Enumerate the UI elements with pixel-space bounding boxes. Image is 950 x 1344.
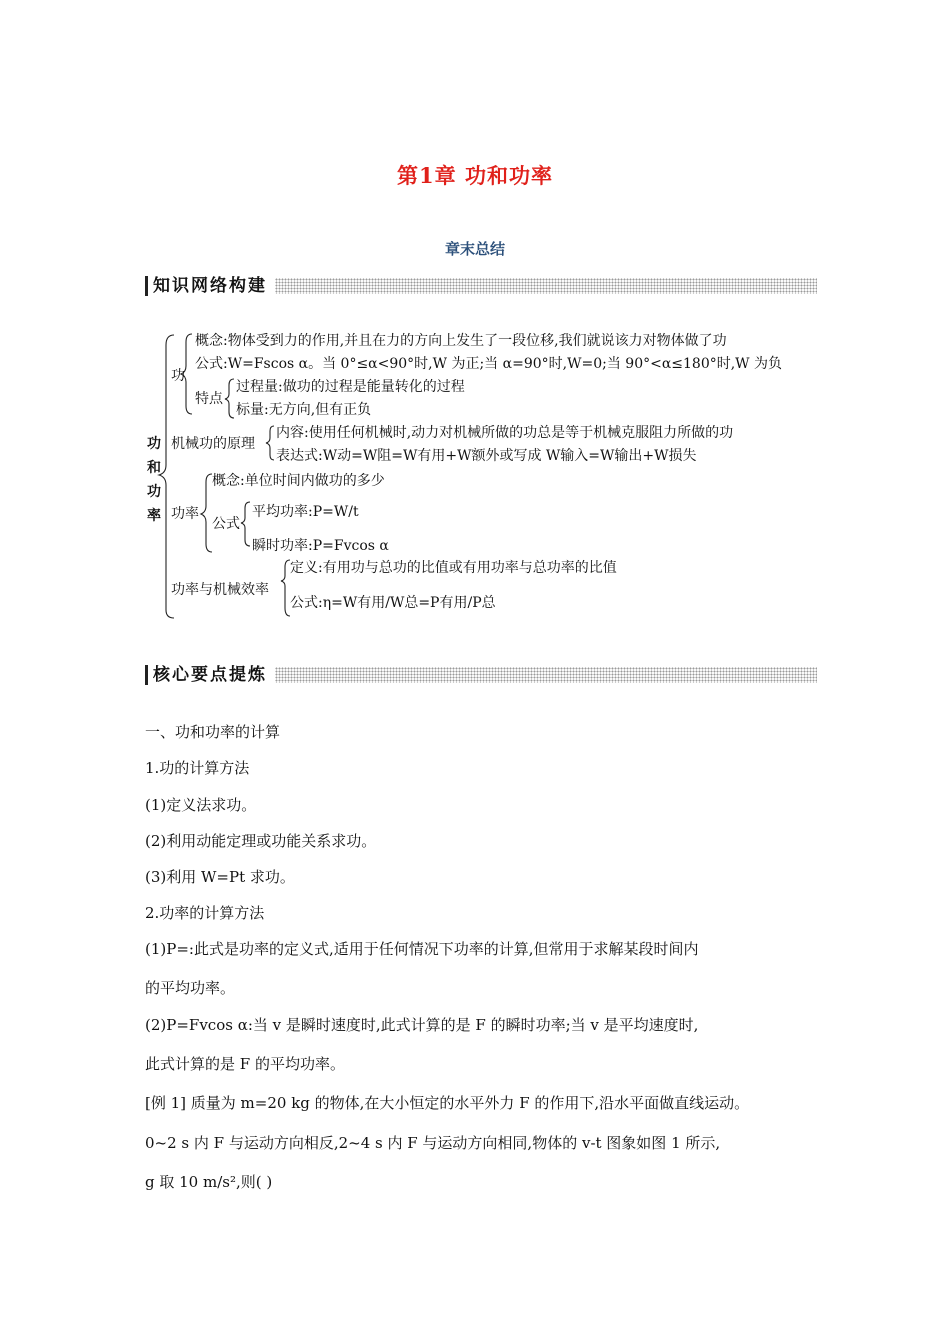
section-subtitle: 章末总结 [444,240,505,258]
subheading-work-method: 1.功的计算方法 [145,759,250,777]
map-power-instant: 瞬时功率:P=Fvcos α [252,538,389,554]
map-efficiency-label: 功率与机械效率 [171,582,269,598]
brace-efficiency [281,560,290,616]
map-power-label: 功率 [171,506,199,522]
brace-machine [266,426,274,460]
paragraph-line: 的平均功率。 [145,979,236,997]
brace-formula [241,502,250,546]
map-work-concept: 概念:物体受到力的作用,并且在力的方向上发生了一段位移,我们就说该力对物体做了功 [195,333,727,349]
map-machine-label: 机械功的原理 [171,436,255,452]
brace-feature [225,379,234,418]
map-work-label: 功 [171,368,185,384]
map-feature-label: 特点 [195,391,223,407]
banner-label: 核心要点提炼 [153,664,271,686]
list-item: (3)利用 W=Pt 求功。 [145,868,295,886]
map-power-formula-label: 公式 [212,516,240,532]
map-power-concept: 概念:单位时间内做功的多少 [212,473,385,489]
map-efficiency-formula: 公式:η=W有用/W总=P有用/P总 [290,595,496,611]
chapter-title: 第1章 功和功率 [397,163,553,188]
map-machine-expression: 表达式:W动=W阻=W有用+W额外或写成 W输入=W输出+W损失 [276,448,697,464]
banner-dots [275,667,817,683]
paragraph-line: (2)P=Fvcos α:当 v 是瞬时速度时,此式计算的是 F 的瞬时功率;当 v 是平均速度时, [145,1016,699,1034]
map-efficiency-definition: 定义:有用功与总功的比值或有用功率与总功率的比值 [290,560,617,576]
brace-power [201,474,212,552]
heading-calculation: 一、功和功率的计算 [145,723,281,741]
banner-bar [145,665,148,685]
example-line: g 取 10 m/s²,则( ) [145,1173,273,1191]
section-banner-network [145,275,817,297]
banner-label: 知识网络构建 [153,275,271,297]
banner-bar [145,276,148,296]
map-power-average: 平均功率:P=W/t [252,504,359,520]
map-feature-scalar: 标量:无方向,但有正负 [236,402,372,418]
subheading-power-method: 2.功率的计算方法 [145,904,265,922]
map-feature-process: 过程量:做功的过程是能量转化的过程 [236,379,465,395]
map-work-formula: 公式:W=Fscos α。当 0°≤α<90°时,W 为正;当 α=90°时,W=0;当 90°<α≤180°时,W 为负 [195,356,783,372]
map-machine-content: 内容:使用任何机械时,动力对机械所做的功总是等于机械克服阻力所做的功 [276,425,734,441]
list-item: (2)利用动能定理或功能关系求功。 [145,832,377,850]
section-banner-core [145,664,817,686]
paragraph-line: 此式计算的是 F 的平均功率。 [145,1055,345,1073]
banner-dots [275,278,817,294]
list-item: (1)定义法求功。 [145,796,257,814]
paragraph-line: (1)P=:此式是功率的定义式,适用于任何情况下功率的计算,但常用于求解某段时间内 [145,940,699,958]
map-root-label: 功和功率 [147,436,161,524]
example-line: 0~2 s 内 F 与运动方向相反,2~4 s 内 F 与运动方向相同,物体的 v-t 图象如图 1 所示, [145,1134,721,1152]
example-line: [例 1] 质量为 m=20 kg 的物体,在大小恒定的水平外力 F 的作用下,沿水平面做直线运动。 [145,1094,750,1112]
